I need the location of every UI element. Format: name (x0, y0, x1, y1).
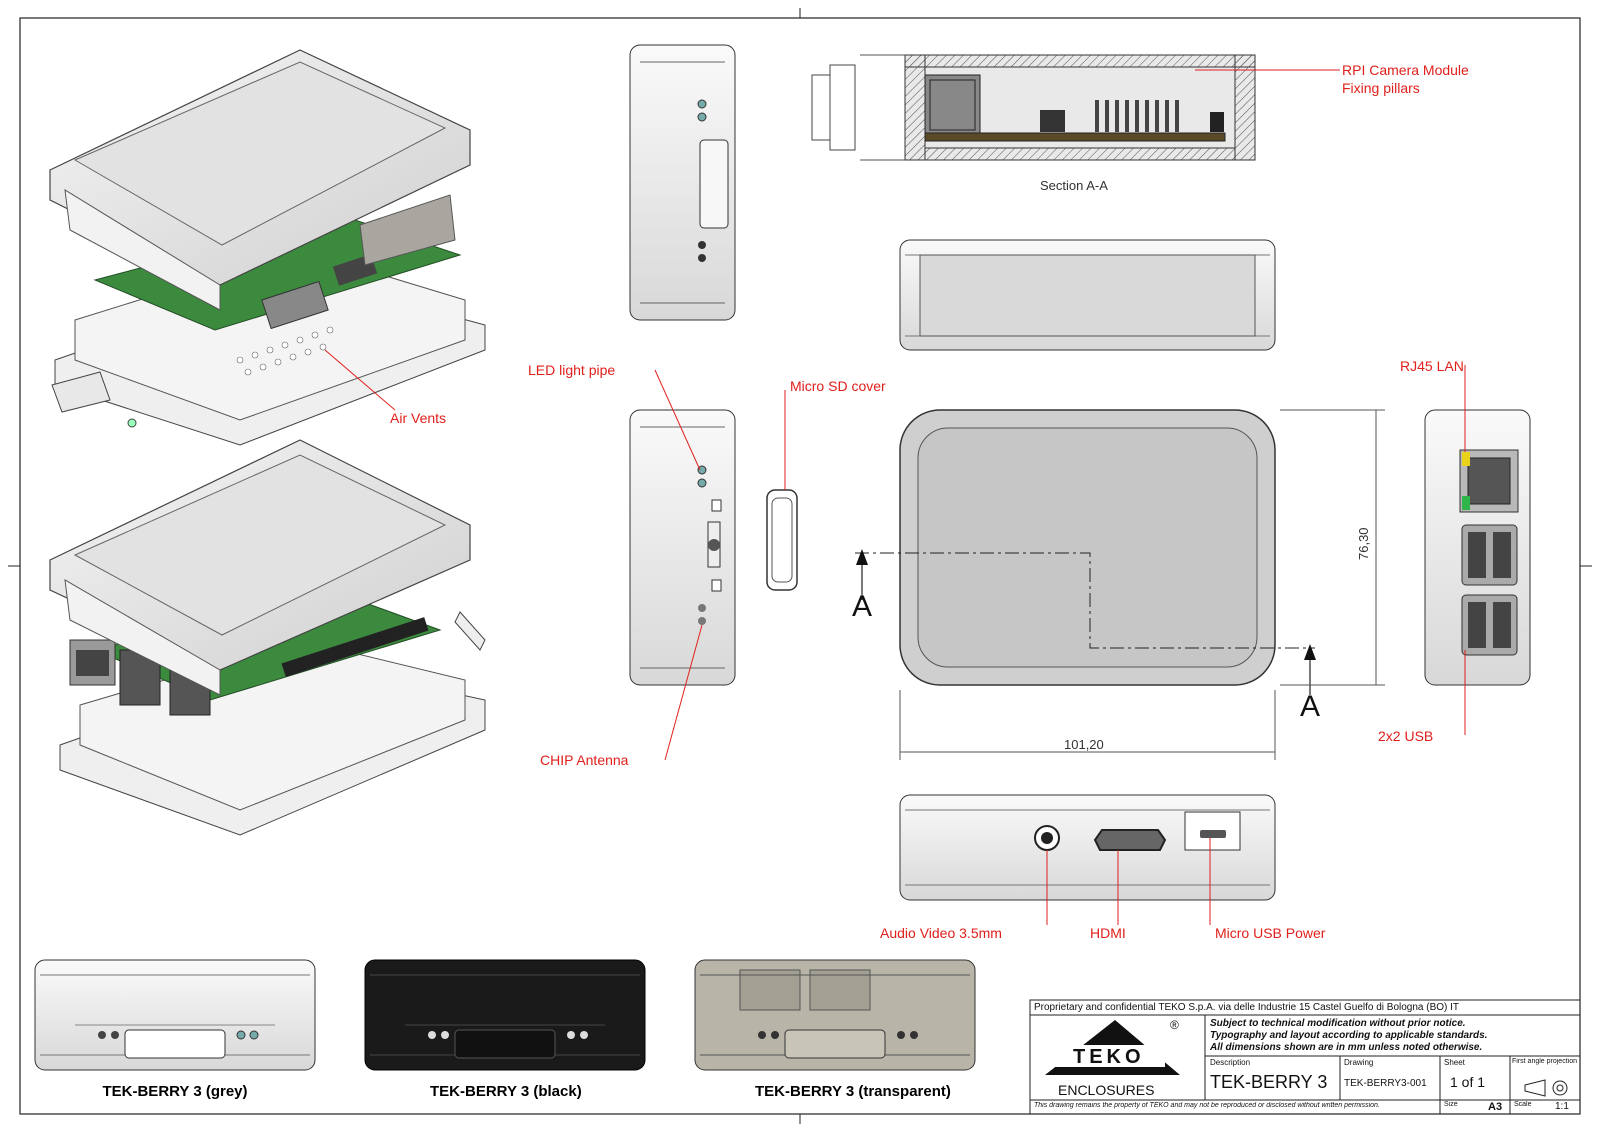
variant-caption-transparent: TEK-BERRY 3 (transparent) (755, 1083, 951, 1100)
section-cut-label-right: A (1300, 690, 1321, 723)
dimension-width: 101,20 (1064, 737, 1104, 752)
back-view (900, 795, 1275, 900)
company-subtitle: ENCLOSURES (1058, 1082, 1155, 1098)
callout-audio-video: Audio Video 3.5mm (880, 925, 1002, 941)
exploded-view-bottom (50, 440, 485, 835)
size-label: Size (1444, 1101, 1458, 1108)
side-view-top (630, 45, 735, 320)
size-value: A3 (1488, 1101, 1503, 1113)
section-view (812, 55, 1255, 160)
scale-label: Scale (1514, 1101, 1532, 1108)
variant-caption-black: TEK-BERRY 3 (black) (430, 1083, 582, 1100)
variant-transparent-drawing (695, 960, 975, 1070)
drawing-label: Drawing (1344, 1058, 1374, 1067)
section-view-title: Section A-A (1040, 178, 1108, 193)
variant-caption-grey: TEK-BERRY 3 (grey) (102, 1083, 248, 1100)
callout-leaders (325, 70, 1465, 925)
callout-fixing-pillars: Fixing pillars (1342, 80, 1420, 96)
product-label: Description (1210, 1058, 1251, 1067)
sheet-number: 1 of 1 (1450, 1074, 1486, 1090)
sheet-label: Sheet (1444, 1058, 1465, 1067)
title-block-footer: This drawing remains the property of TEKO and may not be reproduced or disclosed without written permission. (1034, 1102, 1380, 1109)
company-logo-text: TEKO (1073, 1046, 1145, 1068)
callout-led-light-pipe: LED light pipe (528, 362, 616, 378)
projection-label: First angle projection (1512, 1058, 1577, 1065)
drawing-number: TEK-BERRY3-001 (1344, 1078, 1427, 1089)
title-block-note-1: Subject to technical modification without prior notice. (1210, 1018, 1466, 1029)
product-name: TEK-BERRY 3 (1210, 1072, 1328, 1092)
title-block-note-2: Typography and layout according to applicable standards. (1210, 1030, 1488, 1041)
callout-micro-sd-cover: Micro SD cover (790, 378, 886, 394)
callout-air-vents: Air Vents (390, 410, 447, 426)
company-registered-mark: ® (1170, 1018, 1179, 1032)
side-view-middle (630, 410, 797, 685)
exploded-view-top (50, 50, 485, 445)
scale-value: 1:1 (1555, 1101, 1569, 1112)
variant-black-drawing (365, 960, 645, 1070)
callout-rpi-camera-module: RPI Camera Module (1342, 62, 1469, 78)
variant-grey-drawing (35, 960, 315, 1070)
projection-symbol-icon (1525, 1080, 1567, 1096)
title-block-header: Proprietary and confidential TEKO S.p.A. via delle Industrie 15 Castel Guelfo di Bologna (BO) IT (1034, 1002, 1460, 1013)
front-view (900, 240, 1275, 350)
callout-chip-antenna: CHIP Antenna (540, 752, 629, 768)
callout-usb: 2x2 USB (1378, 728, 1434, 744)
right-side-view (1425, 410, 1530, 685)
dimension-height: 76,30 (1356, 527, 1371, 560)
callout-micro-usb-power: Micro USB Power (1215, 925, 1326, 941)
title-block-note-3: All dimensions shown are in mm unless noted otherwise. (1210, 1042, 1483, 1053)
callout-rj45-lan: RJ45 LAN (1400, 358, 1464, 374)
section-cut-label-left: A (852, 590, 873, 623)
callout-hdmi: HDMI (1090, 925, 1126, 941)
